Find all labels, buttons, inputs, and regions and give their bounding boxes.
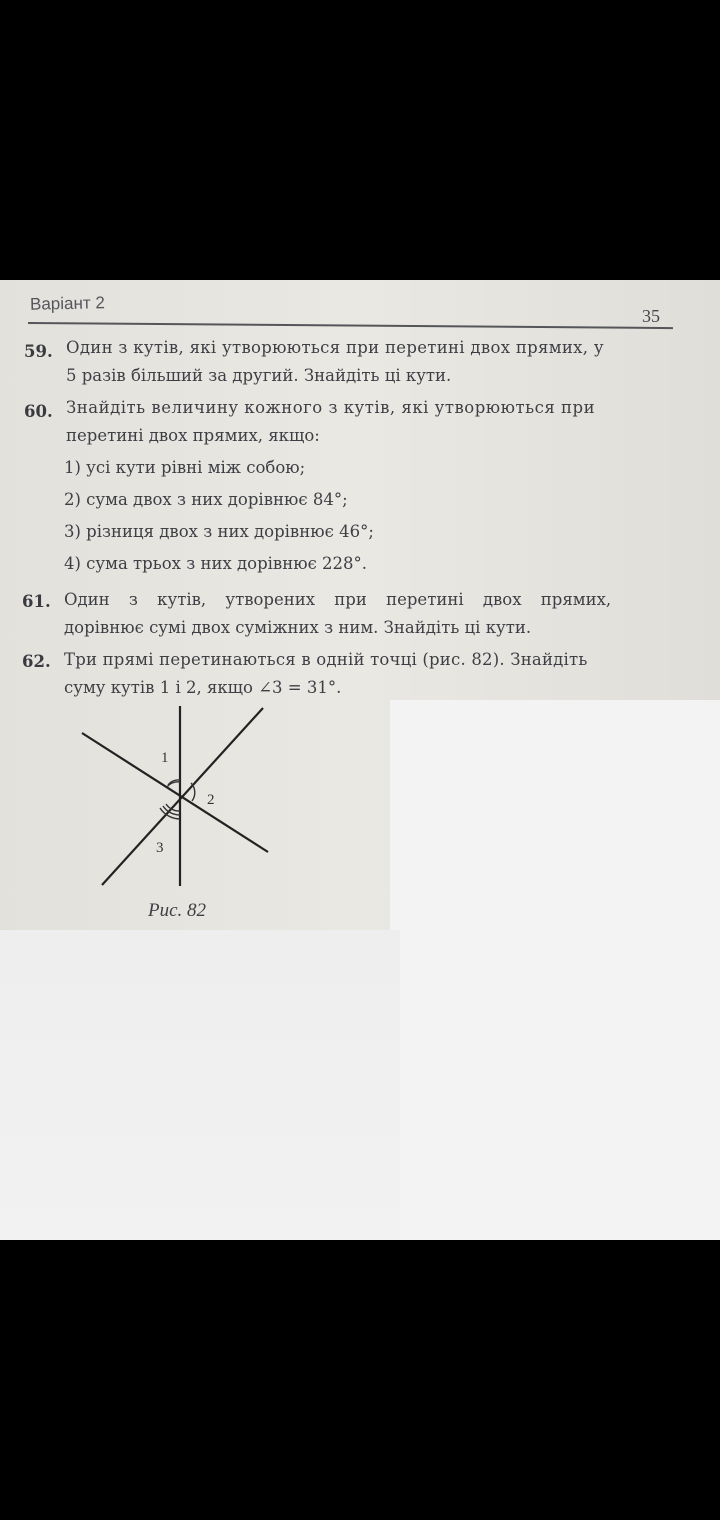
- variant-header: Варіант 2: [29, 293, 106, 314]
- problem-59-number: 59.: [24, 342, 53, 361]
- angle-2-label: 2: [207, 792, 215, 808]
- book-page-photo: [0, 280, 720, 1240]
- problem-60-item-3: 3) різниця двох з них дорівнює 46°;: [64, 522, 374, 541]
- problem-59-line-2: 5 разів більший за другий. Знайдіть ці кути.: [66, 366, 452, 385]
- problem-62-number: 62.: [22, 652, 51, 671]
- problem-62-line-2: суму кутів 1 і 2, якщо ∠3 = 31°.: [64, 678, 342, 697]
- problem-60-line-1: Знайдіть величину кожного з кутів, які утворюються при: [66, 398, 596, 417]
- problem-60-line-2: перетині двох прямих, якщо:: [66, 426, 320, 445]
- overlay-paper-bottom: [0, 930, 400, 1240]
- figure-82-three-lines: [70, 700, 290, 890]
- figure-line-b: [102, 708, 263, 885]
- problem-59-line-1: Один з кутів, які утворюються при перетині двох прямих, у: [66, 338, 604, 357]
- problem-61-line-1: Один з кутів, утворених при перетині двох прямих,: [64, 590, 612, 609]
- figure-line-a: [82, 733, 268, 852]
- problem-60-item-1: 1) усі кути рівні між собою;: [64, 458, 306, 477]
- problem-60-item-2: 2) сума двох з них дорівнює 84°;: [64, 490, 348, 509]
- overlay-paper-right: [390, 700, 720, 1240]
- problem-61-number: 61.: [22, 592, 51, 611]
- angle-1-label: 1: [161, 750, 169, 766]
- angle-3-label: 3: [156, 840, 164, 856]
- page-number: 35: [642, 306, 660, 326]
- problem-62-line-1: Три прямі перетинаються в одній точці (рис. 82). Знайдіть: [64, 650, 588, 669]
- figure-caption: Рис. 82: [148, 900, 207, 921]
- problem-61-line-2: дорівнює сумі двох суміжних з ним. Знайдіть ці кути.: [64, 618, 532, 637]
- problem-60-number: 60.: [24, 402, 53, 421]
- problem-60-item-4: 4) сума трьох з них дорівнює 228°.: [64, 554, 368, 573]
